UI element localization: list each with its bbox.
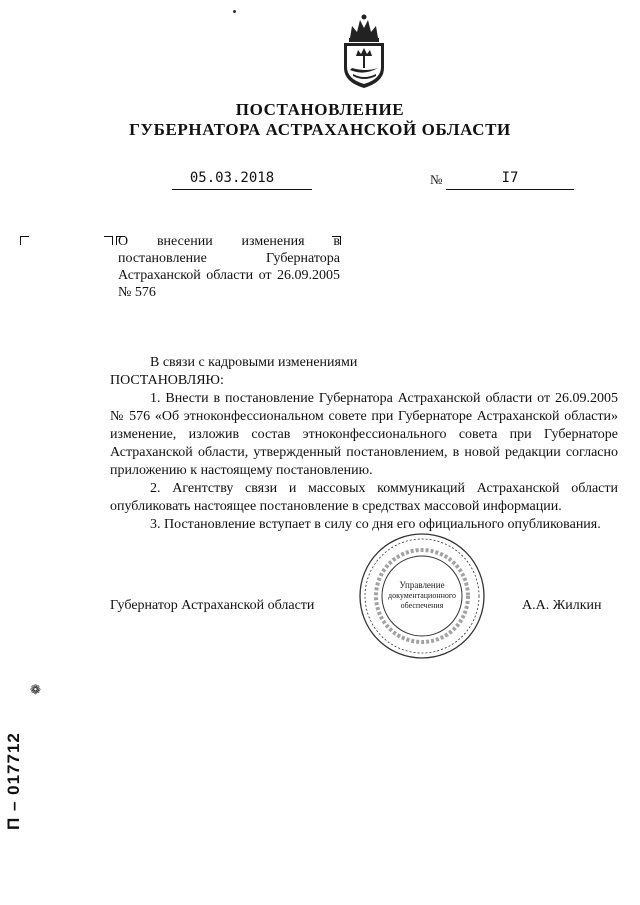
body-item-2: 2. Агентству связи и массовых коммуникаций Астраханской области опубликовать настоящее постановление в средствах массовой информации.: [110, 481, 618, 514]
body-item-1: 1. Внести в постановление Губернатора Астраханской области от 26.09.2005 № 576 «Об этноконфессиональном совете при Губернаторе Астраханской области» изменение, изложив состав этноконфессионального совета при Губернаторе Астраханской области, утвержденный постановлением, в новой редакции согласно приложению к настоящему постановлению.: [110, 391, 618, 478]
form-serial-number: П – 017712: [4, 732, 23, 830]
side-ornament: ❁: [30, 682, 41, 697]
signatory-name: А.А. Жилкин: [522, 598, 602, 613]
corner-mark-left: [20, 236, 29, 245]
corner-mark-right: [104, 236, 113, 245]
body-item-3: 3. Постановление вступает в силу со дня его официального опубликования.: [150, 517, 601, 532]
document-number: I7: [501, 170, 519, 186]
document-title: ПОСТАНОВЛЕНИЕ: [235, 100, 405, 119]
document-issuer: ГУБЕРНАТОРА АСТРАХАНСКОЙ ОБЛАСТИ: [129, 120, 511, 139]
body-intro: В связи с кадровыми изменениями: [150, 355, 358, 370]
number-sign: №: [430, 172, 443, 187]
body-decree: ПОСТАНОВЛЯЮ:: [110, 373, 224, 388]
stamp-text-line1: Управление: [399, 580, 445, 590]
scan-dot: [233, 10, 236, 13]
stamp-text-line3: обеспечения: [400, 601, 444, 610]
document-subject: О внесении изменения в постановление Губернатора Астраханской области от 26.09.2005 № 576: [118, 234, 340, 300]
stamp-text-line2: документационного: [388, 591, 456, 600]
official-stamp: [356, 530, 488, 662]
signatory-position: Губернатор Астраханской области: [110, 598, 315, 613]
document-date: 05.03.2018: [189, 170, 275, 186]
document-body: [110, 354, 618, 534]
astrakhan-coat-of-arms-icon: [336, 12, 392, 90]
